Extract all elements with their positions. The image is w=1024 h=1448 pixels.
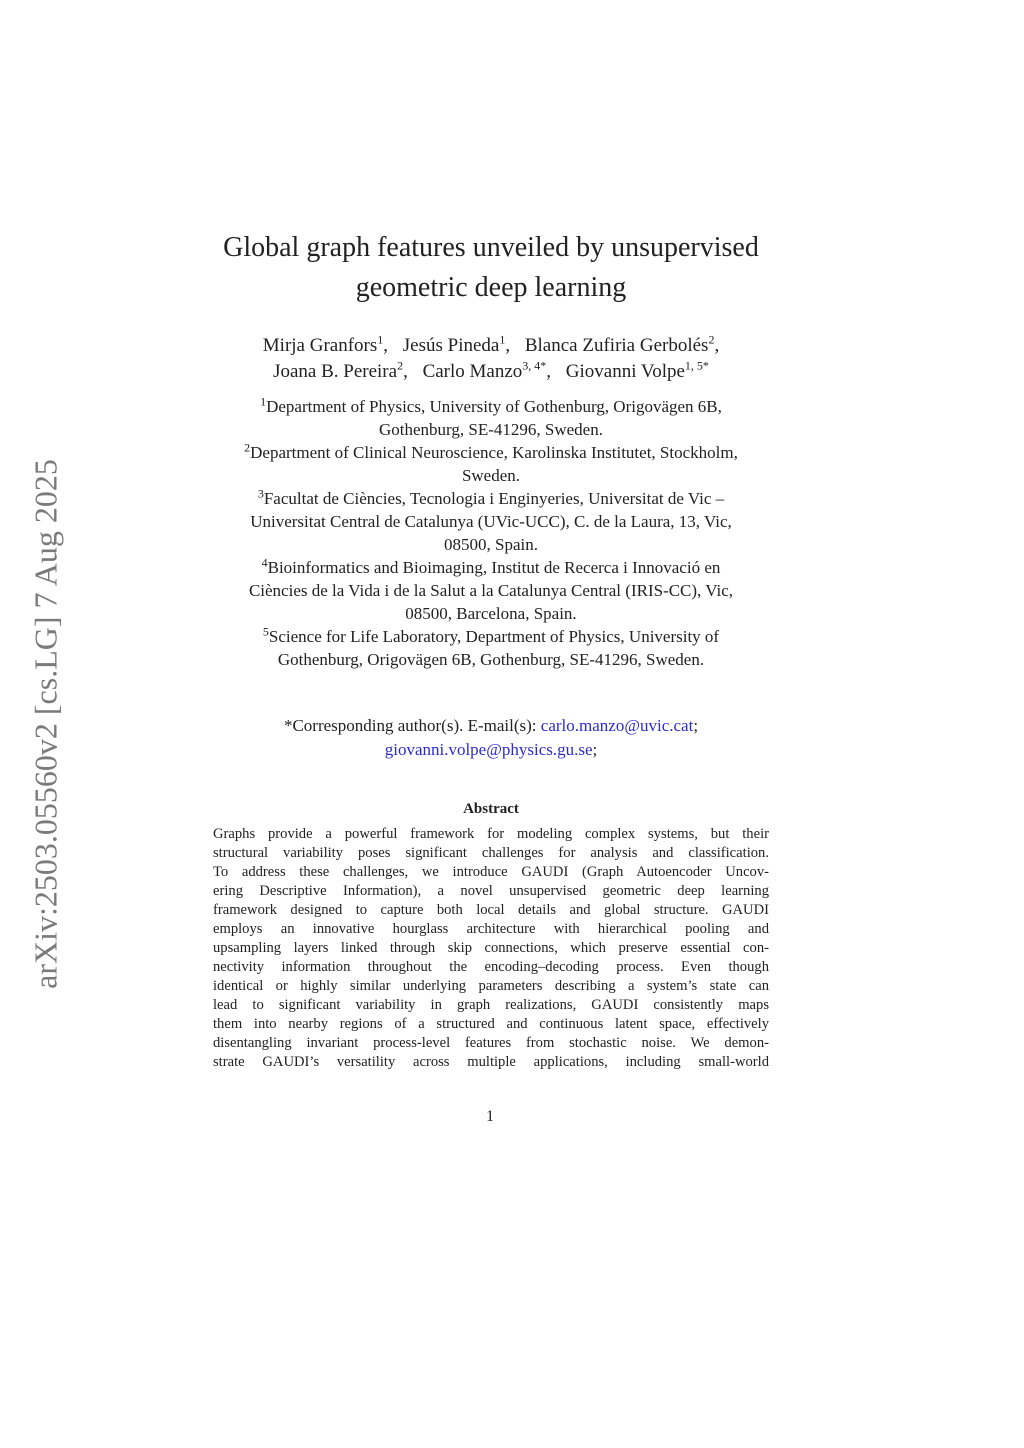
- affiliation-marker: 3: [257, 486, 264, 501]
- email-link-manzo[interactable]: carlo.manzo@uvic.cat: [540, 716, 694, 735]
- affiliation-marker: 2: [244, 440, 251, 455]
- affiliation: $^4$Bioinformatics and Bioimaging, Institut de Recerca i Innovació en Ciències de la Vida i de la Salut a la Catalunya Central (IRIS-CC), Vic, 08500, Barcelona, Spain.: [248, 555, 734, 623]
- abstract-line: structural variability poses significant challenges for analysis and classification.: [213, 845, 769, 861]
- abstract-line: upsampling layers linked through skip connections, which preserve essential con-: [213, 940, 769, 956]
- author: Joana B. Pereira$^2$,: [273, 358, 408, 382]
- abstract-line: To address these challenges, we introduce GAUDI (Graph Autoencoder Uncov-: [213, 864, 769, 880]
- author: Mirja Granfors$^1$,: [262, 332, 389, 356]
- author: Blanca Zufiria Gerbolés$^2$,: [524, 332, 720, 356]
- author: Jesús Pineda$^1$,: [402, 332, 511, 356]
- affiliation-marker: 4: [261, 555, 268, 570]
- abstract-body: [213, 825, 769, 1072]
- email-link-volpe[interactable]: giovanni.volpe@physics.gu.se: [384, 740, 593, 759]
- paper-title: [160, 228, 822, 308]
- abstract-line: identical or highly similar underlying parameters describing a system’s state can: [213, 978, 769, 994]
- affiliation: $^1$Department of Physics, University of Gothenburg, Origovägen 6B, Gothenburg, SE-41296, Sweden.: [260, 394, 722, 439]
- affiliation-marker: 5: [262, 624, 269, 639]
- affiliation: $^3$Facultat de Ciències, Tecnologia i Enginyeries, Universitat de Vic – Universitat Central de Catalunya (UVic-UCC), C. de la Laura, 13, Vic, 08500, Spain.: [250, 486, 732, 554]
- title-line: Global graph features unveiled by unsupervised: [223, 232, 759, 263]
- abstract-line: employs an innovative hourglass architecture with hierarchical pooling and: [213, 921, 769, 937]
- author: Giovanni Volpe$^{1, 5*}$: [565, 358, 709, 382]
- abstract-line: strate GAUDI’s versatility across multiple applications, including small-world: [213, 1054, 769, 1070]
- author: Carlo Manzo$^{3, 4*}$,: [422, 358, 552, 382]
- abstract-line: framework designed to capture both local details and global structure. GAUDI: [213, 902, 769, 918]
- author-list: [160, 333, 822, 385]
- abstract-line: nectivity information throughout the encoding–decoding process. Even though: [213, 959, 769, 975]
- abstract-line: Graphs provide a powerful framework for modeling complex systems, but their: [213, 826, 769, 842]
- affiliation-marker: 1: [260, 394, 267, 409]
- arxiv-identifier-stamp: arXiv:2503.05560v2 [cs.LG] 7 Aug 2025: [27, 459, 64, 989]
- corresponding-authors: *Corresponding author(s). E-mail(s): carlo.manzo@uvic.cat; giovanni.volpe@physics.gu.se;: [283, 716, 699, 759]
- affiliation-list: [160, 395, 822, 671]
- abstract-line: disentangling invariant process-level features from stochastic noise. We demon-: [213, 1035, 769, 1051]
- title-line: geometric deep learning: [355, 272, 627, 303]
- abstract-line: them into nearby regions of a structured and continuous latent space, effectively: [213, 1016, 769, 1032]
- abstract-line: lead to significant variability in graph realizations, GAUDI consistently maps: [213, 997, 769, 1013]
- affiliation: $^5$Science for Life Laboratory, Department of Physics, University of Gothenburg, Origovägen 6B, Gothenburg, SE-41296, Sweden.: [262, 624, 720, 669]
- page-number: 1: [486, 1108, 494, 1125]
- abstract-heading: Abstract: [463, 801, 519, 817]
- author-line: [160, 333, 822, 359]
- affiliation: $^2$Department of Clinical Neuroscience, Karolinska Institutet, Stockholm, Sweden.: [244, 440, 738, 485]
- author-line: [160, 359, 822, 385]
- abstract-line: ering Descriptive Information), a novel unsupervised geometric deep learning: [213, 883, 769, 899]
